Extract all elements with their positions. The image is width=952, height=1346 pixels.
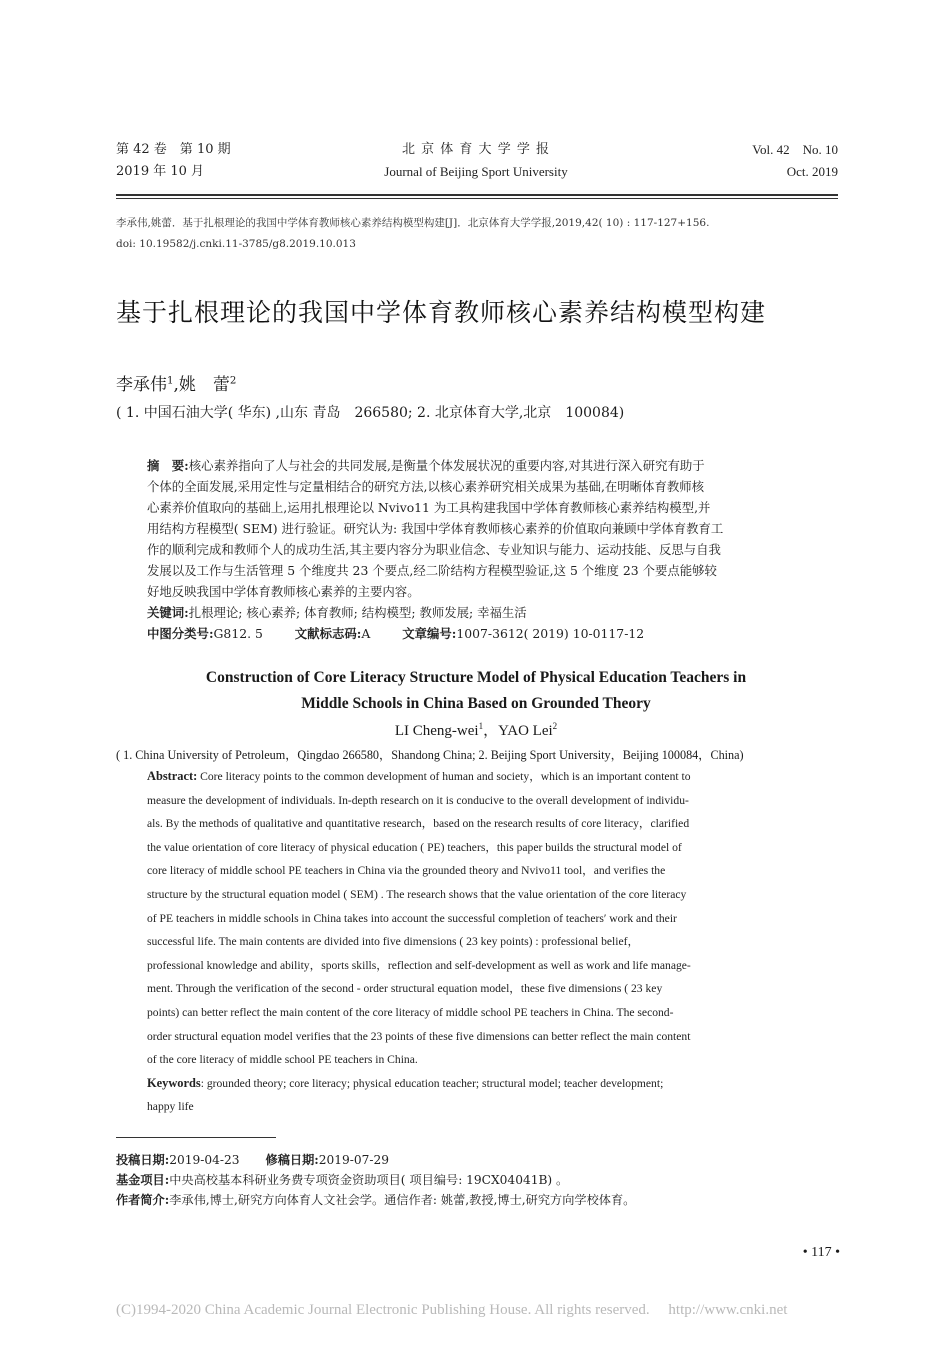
paper-title-en-line-1: Construction of Core Literacy Structure Model of Physical Education Teachers in	[205, 669, 747, 686]
affiliation-cn: ( 1. 中国石油大学( 华东) ,山东 青岛 266580; 2. 北京体育大学,北京 100084)	[116, 405, 625, 421]
bio-text: 李承伟,博士,研究方向体育人文社会学。通信作者: 姚蕾,教授,博士,研究方向学校体育。	[169, 1193, 636, 1207]
header-rule-top	[116, 194, 838, 196]
date-cn: 2019 年 10 月	[116, 164, 205, 179]
paper-title-en-line-2: Middle Schools in China Based on Grounded Theory	[301, 695, 651, 712]
revised-label: 修稿日期:	[265, 1153, 319, 1167]
author-2: 姚 蕾	[178, 375, 230, 395]
keywords-en-continued: happy life	[147, 1100, 194, 1114]
revised-date: 2019-07-29	[318, 1153, 390, 1167]
affiliation-en: ( 1. China University of Petroleum，Qingdao 266580，Shandong China; 2. Beijing Sport University，Beijing 100084，China)	[116, 748, 744, 762]
author-en-separator: ，	[483, 723, 499, 739]
abstract-en-line: of PE teachers in middle schools in China takes into account the successful completion of teachers′ work and their	[147, 911, 677, 925]
abstract-en-line: measure the development of individuals. In-depth research on it is conducive to the overall development of individu-	[147, 793, 689, 807]
abstract-cn-line: 发展以及工作与生活管理 5 个维度共 23 个要点,经二阶结构方程模型验证,这 5 个维度 23 个要点能够较	[147, 563, 717, 578]
abstract-en-line: of the core literacy of middle school PE teachers in China.	[147, 1053, 418, 1067]
fund-row	[116, 1170, 836, 1190]
paper-title-cn: 基于扎根理论的我国中学体育教师核心素养结构模型构建	[116, 298, 767, 327]
abstract-en-line: structure by the structural equation model ( SEM) . The research shows that the value orientation of the core literacy	[147, 887, 687, 901]
date-row	[116, 1150, 836, 1170]
author-en-2: YAO Lei	[498, 723, 553, 739]
date-en: Oct. 2019	[786, 164, 838, 179]
clc-value: G812. 5	[213, 626, 263, 641]
author-2-affil-mark: 2	[229, 375, 237, 387]
abstract-cn-line: 作的顺利完成和教师个人的成功生活,其主要内容分为职业信念、专业知识与能力、运动技能、反思与自我	[147, 542, 721, 557]
author-1-affil-mark: 1	[167, 375, 174, 387]
doc-code-label: 文献标志码:	[294, 626, 362, 641]
keywords-cn-text: 扎根理论; 核心素养; 体育教师; 结构模型; 教师发展; 幸福生活	[188, 605, 527, 620]
abstract-en-label: Abstract:	[147, 769, 198, 783]
abstract-en-line: als. By the methods of qualitative and quantitative research，based on the research results of core literacy，clarified	[147, 817, 690, 831]
keywords-en	[147, 1072, 805, 1096]
author-en-2-affil-mark: 2	[552, 721, 558, 731]
abstract-cn-line: 个体的全面发展,采用定性与定量相结合的研究方法,以核心素养研究相关成果为基础,在明晰体育教师核	[147, 479, 705, 494]
abstract-cn-label: 摘 要:	[147, 458, 189, 473]
journal-name-cn: 北 京 体 育 大 学 学 报	[402, 142, 550, 157]
abstract-en-line: successful life. The main contents are divided into five dimensions ( 23 key points) : professional belief，	[147, 935, 640, 949]
authors-en	[0, 719, 952, 740]
received-date: 2019-04-23	[169, 1153, 240, 1167]
clc-label: 中图分类号:	[147, 626, 214, 641]
journal-name-en: Journal of Beijing Sport University	[384, 164, 568, 179]
bio-row	[116, 1190, 836, 1210]
article-number-value: 1007-3612( 2019) 10-0117-12	[456, 626, 645, 641]
citation-line-1: 李承伟,姚蕾．基于扎根理论的我国中学体育教师核心素养结构模型构建[J]．北京体育大学学报,2019,42( 10) : 117-127+156.	[116, 217, 710, 229]
abstract-cn-line: 用结构方程模型( SEM) 进行验证。研究认为: 我国中学体育教师核心素养的价值取向兼顾中学体育教育工	[147, 521, 724, 536]
abstract-en-line: the value orientation of core literacy of physical education ( PE) teachers，this paper builds the structural model of	[147, 840, 682, 854]
author-en-1-affil-mark: 1	[478, 721, 484, 731]
keywords-en-label: Keywords	[147, 1075, 201, 1090]
keywords-en-text: : grounded theory; core literacy; physical education teacher; structural model; teacher development;	[200, 1076, 664, 1090]
keywords-cn-label: 关键词:	[147, 605, 189, 620]
paper-title-en	[116, 665, 836, 717]
author-en-1: LI Cheng-wei	[394, 723, 479, 739]
cnki-watermark: (C)1994-2020 China Academic Journal Electronic Publishing House. All rights reserved. http://www.cnki.net	[116, 1302, 788, 1318]
abstract-cn-line: 摘 要:核心素养指向了人与社会的共同发展,是衡量个体发展状况的重要内容,对其进行深入研究有助于	[147, 458, 705, 473]
abstract-cn-line: 好地反映我国中学体育教师核心素养的主要内容。	[147, 584, 420, 599]
doc-code-value: A	[361, 626, 371, 641]
volume-number-en: Vol. 42 No. 10	[752, 142, 838, 157]
abstract-en-line: core literacy of middle school PE teachers in China via the grounded theory and Nvivo11 tool，and verifies the	[147, 864, 666, 878]
article-number-label: 文章编号:	[402, 626, 457, 641]
abstract-en	[147, 765, 805, 1119]
header-rule-bottom	[116, 198, 838, 199]
abstract-en-line: professional knowledge and ability，sports skills，reflection and self-development as well as work and life manage-	[147, 958, 691, 972]
abstract-cn-line: 心素养价值取向的基础上,运用扎根理论以 Nvivo11 为工具构建我国中学体育教师核心素养结构模型,并	[147, 500, 711, 515]
fund-label: 基金项目:	[116, 1173, 170, 1187]
abstract-en-line: ment. Through the verification of the second - order structural equation model，these five dimensions ( 23 key	[147, 982, 663, 996]
bio-label: 作者简介:	[116, 1193, 170, 1207]
citation-doi: doi: 10.19582/j.cnki.11-3785/g8.2019.10.013	[116, 238, 356, 250]
abstract-en-line: order structural equation model verifies that the 23 points of these five dimensions can better reflect the main content	[147, 1029, 691, 1043]
page-number: • 117 •	[802, 1245, 840, 1260]
footnotes	[116, 1150, 836, 1210]
authors-cn	[116, 370, 236, 395]
abstract-en-line: points) can better reflect the main content of the core literacy of middle school PE teachers in China. The second-	[147, 1005, 674, 1019]
author-separator: ,	[173, 375, 179, 395]
received-label: 投稿日期:	[116, 1153, 170, 1167]
abstract-en-line: Abstract: Core literacy points to the common development of human and society，which is an important content to	[147, 769, 691, 783]
keywords-cn	[147, 602, 807, 623]
author-1: 李承伟	[116, 375, 167, 395]
abstract-cn	[147, 455, 807, 644]
footnote-rule	[116, 1137, 276, 1138]
fund-text: 中央高校基本科研业务费专项资金资助项目( 项目编号: 19CX04041B) 。	[169, 1173, 569, 1187]
classification-row	[147, 623, 807, 644]
volume-issue: 第 42 卷 第 10 期	[116, 142, 231, 157]
